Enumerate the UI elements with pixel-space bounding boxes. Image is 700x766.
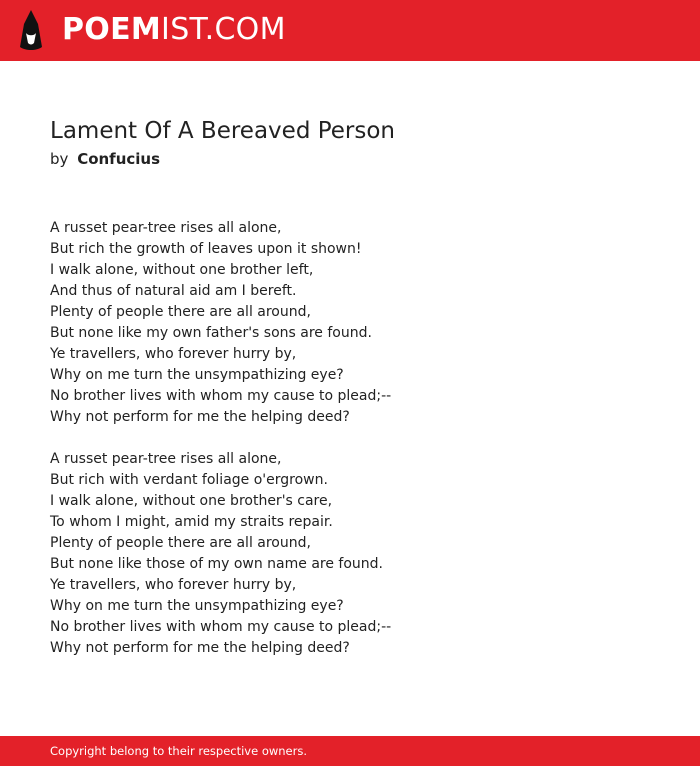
- by-label: by: [50, 150, 69, 168]
- copyright-text: Copyright belong to their respective owners.: [50, 744, 308, 758]
- poem-line: Ye travellers, who forever hurry by,: [50, 346, 297, 362]
- poem-line: But none like those of my own name are found.: [50, 556, 384, 572]
- poem-line: Plenty of people there are all around,: [50, 535, 311, 551]
- brand-bold-text: POEM: [62, 12, 162, 47]
- poem-line: Ye travellers, who forever hurry by,: [50, 577, 297, 593]
- brand-light-text: IST.COM: [161, 12, 286, 47]
- poem-line: Why not perform for me the helping deed?: [50, 640, 350, 656]
- poem-line: But rich with verdant foliage o'ergrown.: [50, 472, 328, 488]
- poem-stanza: [50, 218, 670, 428]
- poem-title: Lament Of A Bereaved Person: [50, 118, 396, 144]
- poem-line: No brother lives with whom my cause to plead;--: [50, 388, 392, 404]
- site-header: [0, 0, 700, 61]
- poem-line: A russet pear-tree rises all alone,: [50, 451, 282, 467]
- poem-byline: [50, 149, 160, 169]
- poem-line: Why on me turn the unsympathizing eye?: [50, 598, 344, 614]
- site-footer: [0, 736, 700, 766]
- poem-line: I walk alone, without one brother's care,: [50, 493, 333, 509]
- poem-line: No brother lives with whom my cause to plead;--: [50, 619, 392, 635]
- poem-line: Why on me turn the unsympathizing eye?: [50, 367, 344, 383]
- poem-line: But rich the growth of leaves upon it shown!: [50, 241, 362, 257]
- poem-line: I walk alone, without one brother left,: [50, 262, 314, 278]
- pencil-logo-icon[interactable]: [18, 9, 44, 51]
- poem-stanza: [50, 449, 670, 659]
- poem-line: A russet pear-tree rises all alone,: [50, 220, 282, 236]
- poem-line: Why not perform for me the helping deed?: [50, 409, 350, 425]
- poem-line: To whom I might, amid my straits repair.: [50, 514, 333, 530]
- poem-author: Confucius: [77, 150, 161, 168]
- poem-line: But none like my own father's sons are found.: [50, 325, 372, 341]
- poem-line: Plenty of people there are all around,: [50, 304, 311, 320]
- site-brand[interactable]: [62, 12, 286, 48]
- poem-line: And thus of natural aid am I bereft.: [50, 283, 297, 299]
- poem-body: [50, 218, 670, 680]
